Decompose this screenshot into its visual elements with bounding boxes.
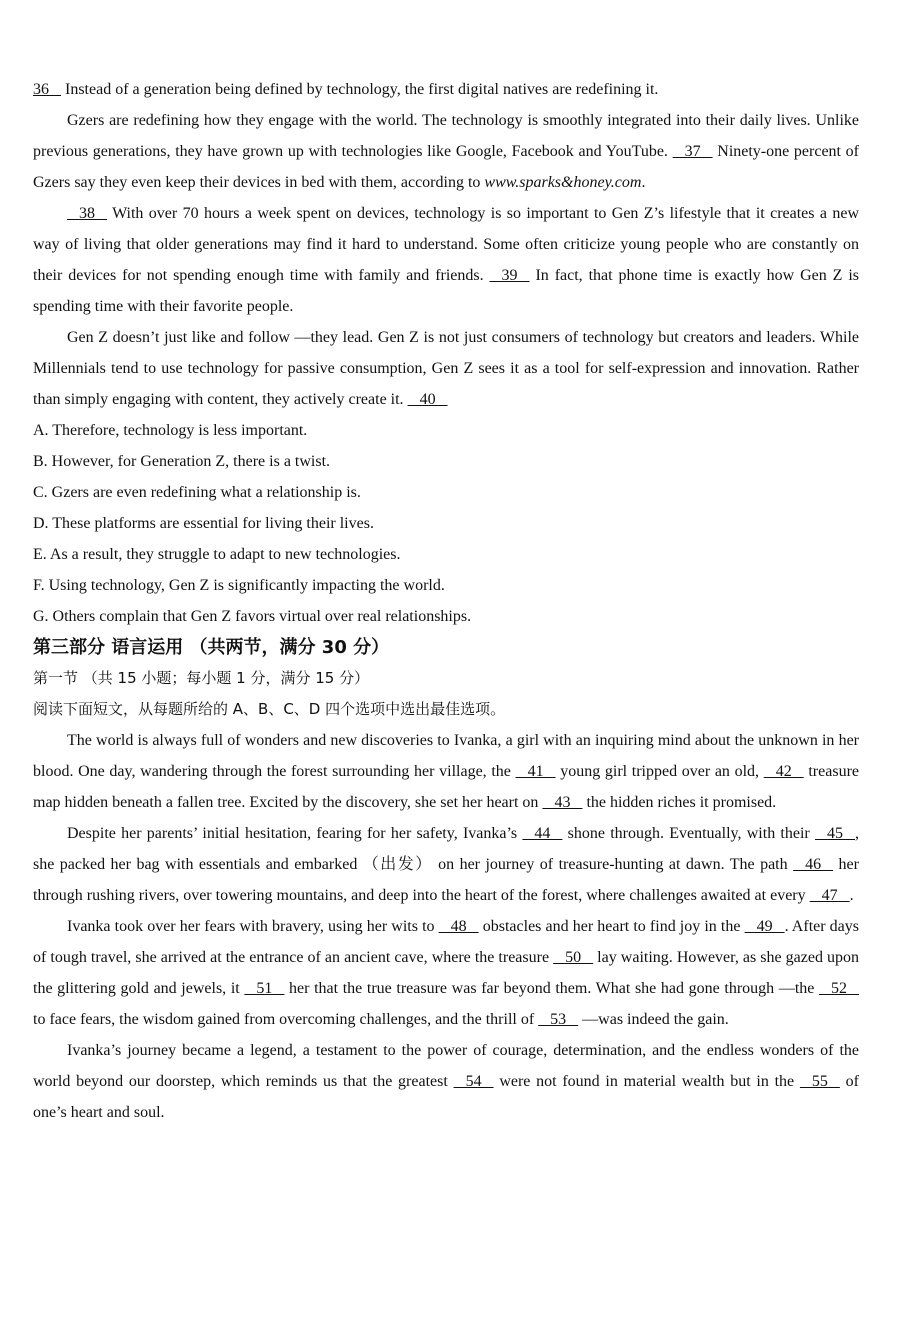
answer-blank-36: 36 — [33, 81, 61, 98]
paragraph — [33, 74, 859, 105]
text-segment: Gzers are redefining how they engage with the world. The technology is smoothly integrated into their daily lives. Unlike previous generations, they have grown up with technologies like Google, Facebook and YouTube. — [33, 112, 859, 160]
option-item: E. As a result, they struggle to adapt to new technologies. — [33, 546, 401, 563]
answer-blank-43: 43 — [542, 794, 583, 811]
answer-blank-45: 45 — [815, 825, 855, 842]
answer-blank-50: 50 — [553, 949, 594, 966]
text-segment: Ivanka took over her fears with bravery, using her wits to — [67, 918, 439, 935]
answer-blank-54: 54 — [453, 1073, 494, 1090]
text-segment: . — [641, 174, 646, 191]
text-segment: lay waiting. However, as she gazed upon the glittering gold and jewels, it — [33, 949, 860, 997]
text-segment: Gen Z doesn’t just like and follow —they lead. Gen Z is not just consumers of technology but creators and leaders. While Millennials tend to use technology for passive consumption, Gen Z sees it as a tool for self-expression and innovation. Rather than simply engaging with content, they actively create it. — [33, 329, 859, 408]
text-segment: With over 70 hours a week spent on devices, technology is so important to Gen Z’s lifestyle that it creates a new way of living that older generations may find it hard to understand. Some often criticize young people who are constantly on their devices for not spending enough time with family and friends. — [33, 205, 859, 284]
section-heading: 第三部分 语言运用 （共两节，满分 30 分） — [33, 637, 390, 658]
answer-blank-38: 38 — [67, 205, 107, 222]
cloze-passage — [33, 725, 859, 1128]
answer-blank-40: 40 — [407, 391, 448, 408]
answer-blank-53: 53 — [538, 1011, 579, 1028]
text-segment: Despite her parents’ initial hesitation, fearing for her safety, Ivanka’s — [67, 825, 523, 842]
paragraph — [33, 911, 859, 1035]
text-segment: . After days of tough travel, she arrived at the entrance of an ancient cave, where the treasure — [33, 918, 860, 966]
answer-blank-52: 52 — [819, 980, 860, 997]
option-item: C. Gzers are even redefining what a relationship is. — [33, 484, 361, 501]
answer-blank-48: 48 — [438, 918, 479, 935]
text-segment: In fact, that phone time is exactly how Gen Z is spending time with their favorite people. — [33, 267, 860, 315]
text-segment: were not found in material wealth but in the — [493, 1073, 800, 1090]
exam-document — [33, 74, 859, 1128]
answer-blank-55: 55 — [799, 1073, 840, 1090]
paragraph — [33, 725, 859, 818]
text-segment: the hidden riches it promised. — [582, 794, 777, 811]
text-segment: to face fears, the wisdom gained from overcoming challenges, and the thrill of — [33, 1011, 539, 1028]
instructions: 阅读下面短文，从每题所给的 A、B、C、D 四个选项中选出最佳选项。 — [33, 700, 506, 718]
answer-blank-49: 49 — [744, 918, 785, 935]
answer-blank-37: 37 — [672, 143, 713, 160]
paragraph — [33, 322, 859, 415]
options-list — [33, 415, 859, 632]
text-segment: young girl tripped over an old, — [555, 763, 764, 780]
option-item: D. These platforms are essential for living their lives. — [33, 515, 374, 532]
text-segment: her through rushing rivers, over towering mountains, and deep into the heart of the forest, where challenges awaited at every — [33, 856, 859, 904]
answer-blank-51: 51 — [244, 980, 285, 997]
text-segment: . — [849, 887, 854, 904]
text-segment: her that the true treasure was far beyond them. What she had gone through —the — [284, 980, 820, 997]
text-segment: of one’s heart and soul. — [33, 1073, 859, 1121]
option-item: B. However, for Generation Z, there is a twist. — [33, 453, 331, 470]
text-segment: Ivanka’s journey became a legend, a testament to the power of courage, determination, and the endless wonders of the world beyond our doorstep, which reminds us that the greatest — [33, 1042, 859, 1090]
text-segment: The world is always full of wonders and new discoveries to Ivanka, a girl with an inquiring mind about the unknown in her blood. One day, wandering through the forest surrounding her village, the — [33, 732, 859, 780]
text-segment: shone through. Eventually, with their — [562, 825, 815, 842]
italic-text: www.sparks&honey.com — [484, 174, 642, 191]
text-segment: treasure map hidden beneath a fallen tree. Excited by the discovery, she set her heart on — [33, 763, 859, 811]
subsection-heading: 第一节 （共 15 小题；每小题 1 分，满分 15 分） — [33, 669, 370, 687]
answer-blank-47: 47 — [809, 887, 850, 904]
option-item: F. Using technology, Gen Z is significantly impacting the world. — [33, 577, 445, 594]
answer-blank-46: 46 — [793, 856, 834, 873]
paragraph — [33, 198, 859, 322]
paragraph — [33, 1035, 859, 1128]
option-item: G. Others complain that Gen Z favors virtual over real relationships. — [33, 608, 472, 625]
answer-blank-41: 41 — [515, 763, 556, 780]
text-segment: , she packed her bag with essentials and embarked （出发） on her journey of treasure-hunting at dawn. The path — [33, 825, 859, 873]
paragraph — [33, 818, 859, 911]
answer-blank-39: 39 — [489, 267, 530, 284]
paragraph — [33, 105, 859, 198]
answer-blank-44: 44 — [522, 825, 563, 842]
option-item: A. Therefore, technology is less important. — [33, 422, 308, 439]
seven-choose-five-passage — [33, 74, 859, 415]
text-segment: obstacles and her heart to find joy in the — [478, 918, 745, 935]
text-segment: —was indeed the gain. — [578, 1011, 729, 1028]
answer-blank-42: 42 — [763, 763, 804, 780]
text-segment: Ninety-one percent of Gzers say they even keep their devices in bed with them, according to — [33, 143, 859, 191]
text-segment: Instead of a generation being defined by technology, the first digital natives are redefining it. — [61, 81, 659, 98]
